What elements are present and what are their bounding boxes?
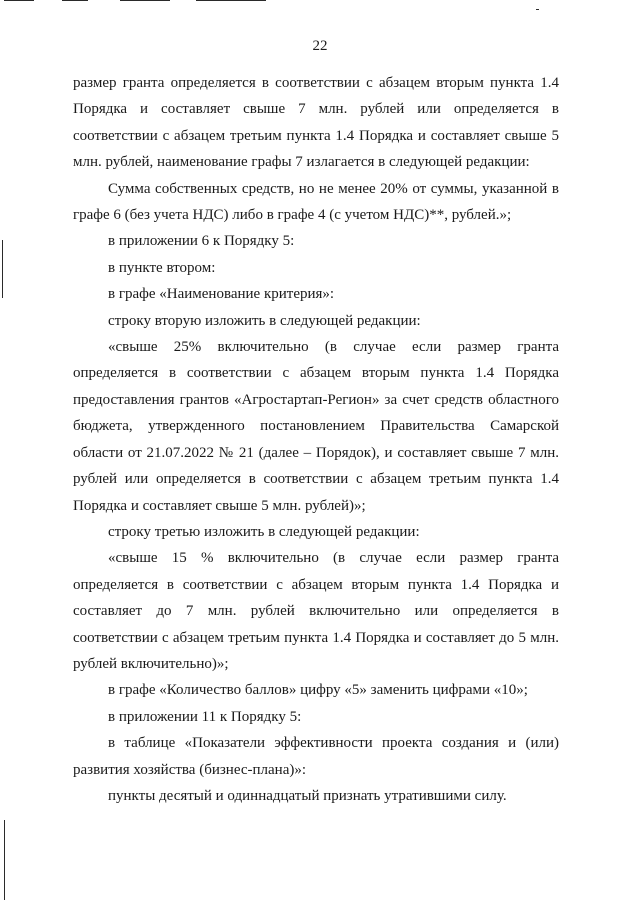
paragraph: «свыше 15 % включительно (в случае если размер гранта определяется в соответствии с абзацем вторым пункта 1.4 Порядка и составляет до 7 млн. рублей включительно или определяется в соответствии с абзацем третьим пункта 1.4 Порядка и составляет до 5 млн. рублей включительно)»; (73, 550, 559, 672)
scan-artifact-top-right (196, 0, 266, 1)
paragraph: в таблице «Показатели эффективности проекта создания и (или) развития хозяйства (бизнес-плана)»: (73, 735, 559, 778)
paragraph: строку третью изложить в следующей редакции: (108, 523, 420, 540)
paragraph: в графе «Наименование критерия»: (108, 286, 335, 303)
paragraph: размер гранта определяется в соответствии с абзацем вторым пункта 1.4 Порядка и составляет свыше 7 млн. рублей или определяется в соответствии с абзацем третьим пункта 1.4 Порядка и составляет свыше 5 млн. рублей, наименование графы 7 излагается в следующей редакции: (73, 75, 559, 171)
paragraph: в приложении 6 к Порядку 5: (108, 233, 295, 250)
document-body (73, 70, 559, 809)
paragraph: «свыше 25% включительно (в случае если размер гранта определяется в соответствии с абзацем вторым пункта 1.4 Порядка предоставления грантов «Агростартап-Регион» за счет средств областного бюджета, утвержденного постановлением Правительства Самарской области от 21.07.2022 № 21 (далее – Порядок), и составляет свыше 7 млн. рублей или определяется в соответствии с абзацем третьим пункта 1.4 Порядка и составляет свыше 5 млн. рублей)»; (73, 339, 559, 514)
paragraph: строку вторую изложить в следующей редакции: (108, 312, 421, 329)
scan-artifact-top-mid2 (120, 0, 170, 1)
scan-artifact-left-edge (2, 240, 3, 298)
paragraph: пункты десятый и одиннадцатый признать утратившими силу. (108, 787, 507, 804)
page-number: 22 (312, 38, 328, 54)
scan-artifact-right-dot (536, 9, 539, 10)
scan-artifact-top-left (4, 0, 34, 1)
paragraph: Сумма собственных средств, но не менее 20% от суммы, указанной в графе 6 (без учета НДС) либо в графе 4 (с учетом НДС)**, рублей.»; (73, 180, 559, 224)
scan-artifact-top-mid (62, 0, 88, 1)
paragraph: в графе «Количество баллов» цифру «5» заменить цифрами «10»; (108, 682, 528, 699)
paragraph: в приложении 11 к Порядку 5: (108, 708, 302, 725)
paragraph: в пункте втором: (108, 259, 216, 276)
scan-artifact-left-edge-bottom (4, 820, 5, 900)
